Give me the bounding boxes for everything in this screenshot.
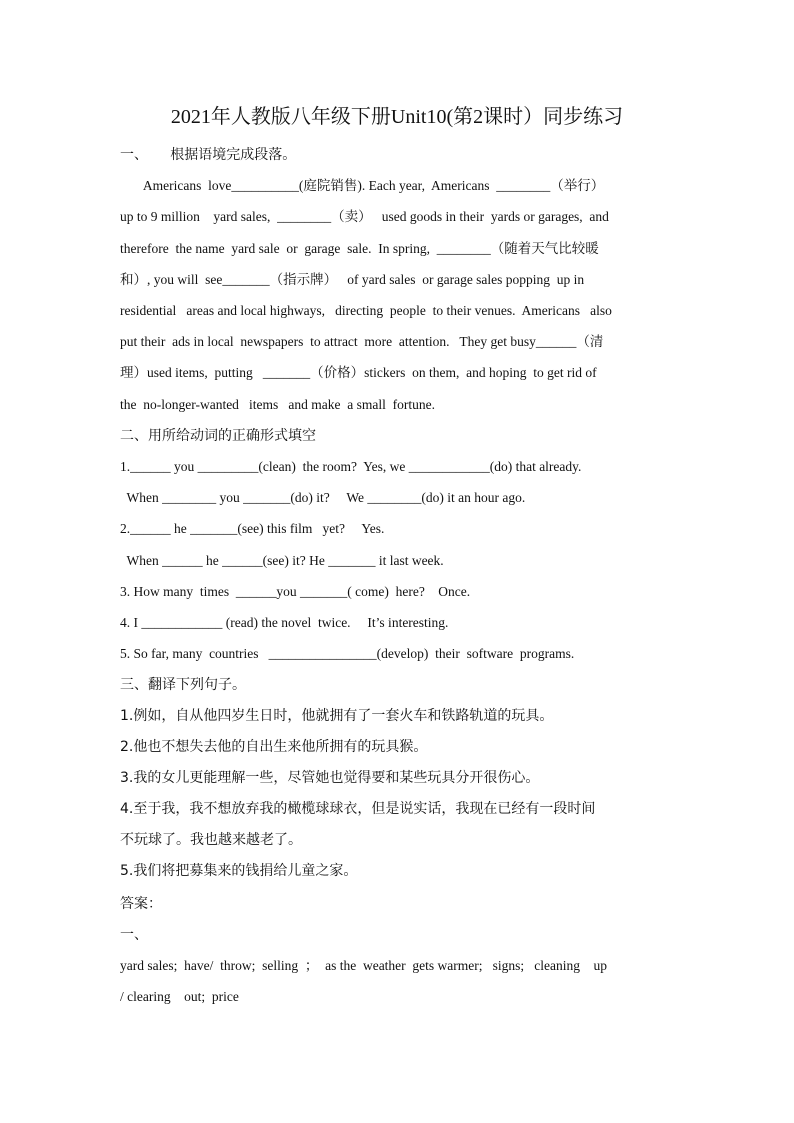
page-title: 2021年人教版八年级下册Unit10(第2课时）同步练习	[170, 106, 624, 128]
section2-line: 3. How many times ______you _______( come) here? Once.	[120, 584, 471, 599]
section2-line: 4. I ____________ (read) the novel twice. It’s interesting.	[120, 615, 449, 630]
section3-line: 4.至于我，我不想放弃我的橄榄球球衣，但是说实话，我现在已经有一段时间	[120, 801, 596, 817]
section1-line: Americans love__________(庭院销售). Each year, Americans ________（举行）	[120, 178, 605, 193]
section2-heading: 二、用所给动词的正确形式填空	[120, 428, 316, 444]
answers-part1-label: 一、	[120, 927, 148, 943]
section2-line: 1.______ you _________(clean) the room? Yes, we ____________(do) that already.	[120, 459, 582, 474]
section3-line: 3.我的女儿更能理解一些，尽管她也觉得要和某些玩具分开很伤心。	[120, 770, 540, 786]
section1-heading: 一、 根据语境完成段落。	[120, 147, 297, 163]
answers-line: yard sales; have/ throw; selling ； as the weather gets warmer; signs; cleaning up	[120, 958, 608, 973]
section2-line: 5. So far, many countries ________________(develop) their software programs.	[120, 646, 575, 661]
answers-line: / clearing out; price	[120, 989, 239, 1004]
section1-line: 理）used items, putting _______（价格）stickers on them, and hoping to get rid of	[120, 365, 597, 380]
section3-line: 不玩球了。我也越来越老了。	[120, 832, 302, 848]
section1-line: the no-longer-wanted items and make a small fortune.	[120, 397, 436, 412]
section3-line: 2.他也不想失去他的自出生来他所拥有的玩具猴。	[120, 739, 428, 755]
section3-heading: 三、翻译下列句子。	[120, 677, 246, 693]
section2-line: When ________ you _______(do) it? We ________(do) it an hour ago.	[120, 490, 526, 505]
section1-line: therefore the name yard sale or garage sale. In spring, ________（随着天气比较暖	[120, 241, 599, 256]
section1-line: up to 9 million yard sales, ________（卖） used goods in their yards or garages, and	[120, 209, 609, 224]
section1-line: 和）, you will see_______（指示牌） of yard sales or garage sales popping up in	[120, 272, 585, 287]
answers-heading: 答案：	[120, 896, 162, 912]
section1-line: residential areas and local highways, directing people to their venues. Americans also	[120, 303, 612, 318]
section3-line: 5.我们将把募集来的钱捐给儿童之家。	[120, 863, 358, 879]
section2-line: When ______ he ______(see) it? He _______ it last week.	[120, 553, 444, 568]
section3-line: 1.例如，自从他四岁生日时，他就拥有了一套火车和铁路轨道的玩具。	[120, 708, 554, 724]
section1-line: put their ads in local newspapers to attract more attention. They get busy______（清	[120, 334, 604, 349]
section2-line: 2.______ he _______(see) this film yet? Yes.	[120, 521, 385, 536]
